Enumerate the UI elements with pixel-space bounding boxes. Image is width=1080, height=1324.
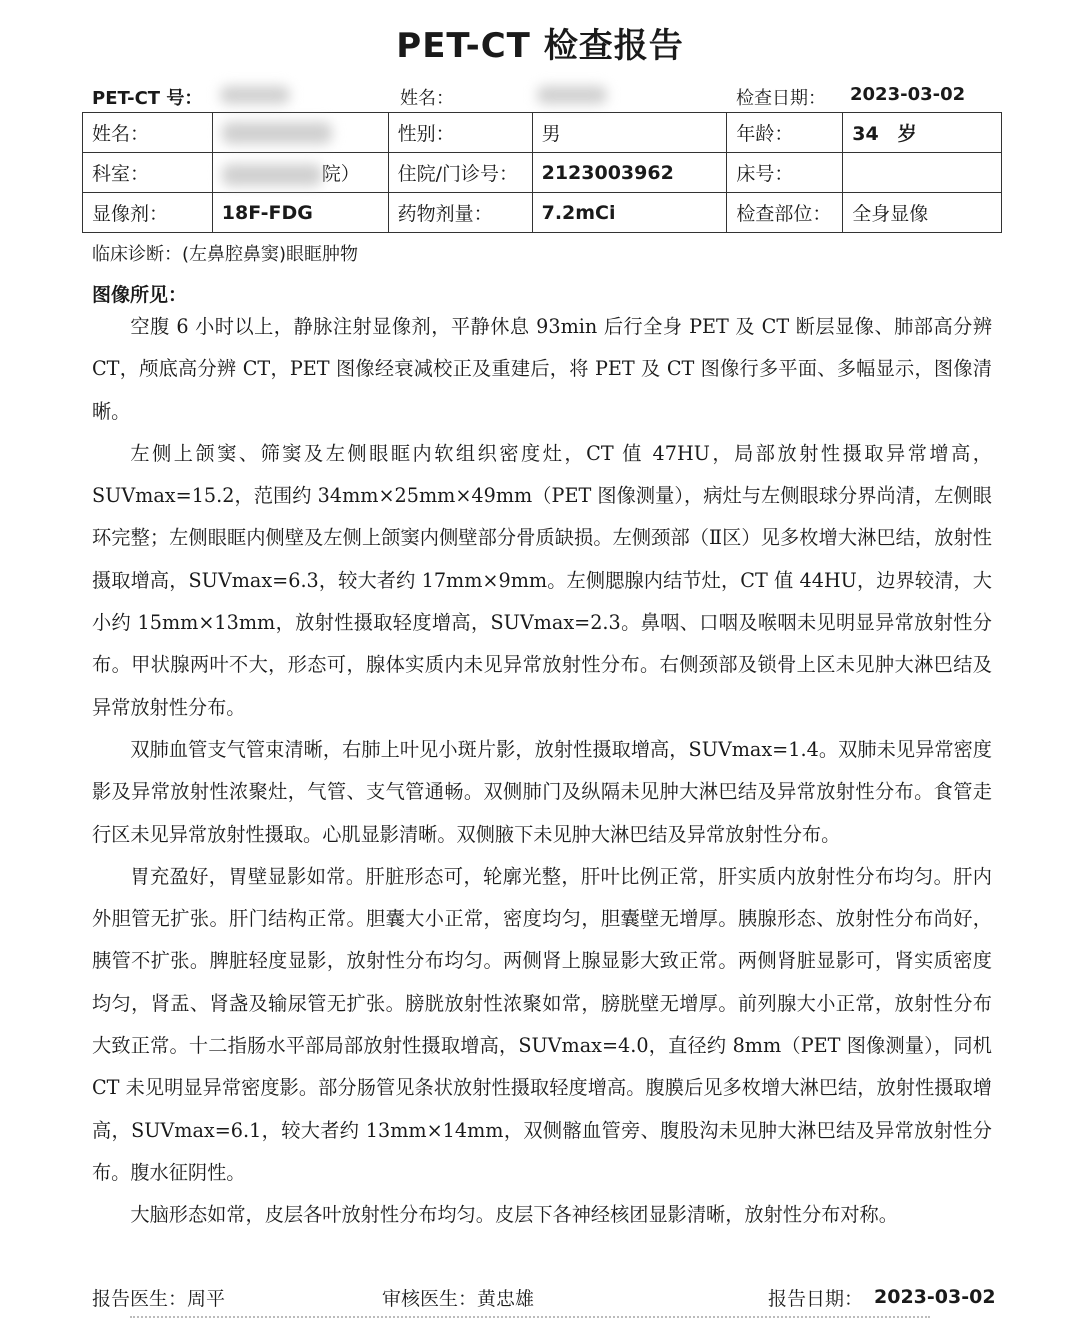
dept-value-tail: 院） xyxy=(321,163,360,185)
findings-paragraph: 胃充盈好，胃壁显影如常。肝脏形态可，轮廓光整，肝叶比例正常，肝实质内放射性分布均匀。肝内外胆管无扩张。肝门结构正常。胆囊大小正常，密度均匀，胆囊壁无增厚。胰腺形态、放射性分布尚好，胰管不扩张。脾脏轻度显影，放射性分布均匀。两侧肾上腺显影大致正常。两侧肾脏显影可，肾实质密度均匀，肾盂、肾盏及输尿管无扩张。膀胱放射性浓聚如常，膀胱壁无增厚。前列腺大小正常，放射性分布大致正常。十二指肠水平部局部放射性摄取增高，SUVmax=4.0，直径约 8mm（PET 图像测量），同机 CT 未见明显异常密度影。部分肠管见条状放射性摄取轻度增高。腹膜后见多枚增大淋巴结，放射性摄取增高，SUVmax=6.1，较大者约 13mm×14mm，双侧髂血管旁、腹股沟未见肿大淋巴结及异常放射性分布。腹水征阴性。 xyxy=(92,864,992,1184)
findings-body xyxy=(92,306,992,1237)
dose-value: 7.2mCi xyxy=(532,193,727,233)
dose-label: 药物剂量： xyxy=(388,193,532,233)
findings-title: 图像所见： xyxy=(92,284,188,306)
agent-label: 显像剂： xyxy=(83,193,213,233)
age-label: 年龄： xyxy=(727,113,843,153)
agent-value: 18F-FDG xyxy=(212,193,388,233)
clinical-diagnosis: 临床诊断：(左鼻腔鼻窦)眼眶肿物 xyxy=(92,244,359,265)
report-footer xyxy=(92,1284,996,1314)
visit-no-value: 2123003962 xyxy=(532,153,727,193)
sex-value: 男 xyxy=(532,113,727,153)
name-label: 姓名： xyxy=(83,113,213,153)
dept-value xyxy=(212,153,388,193)
sex-label: 性别： xyxy=(388,113,532,153)
pet-no-label: PET-CT 号： xyxy=(92,88,203,109)
bed-value xyxy=(843,153,1002,193)
report-date-label: 报告日期： xyxy=(768,1288,864,1310)
name-value-redacted xyxy=(212,113,388,153)
patient-info-table xyxy=(82,112,1002,233)
table-row xyxy=(83,153,1002,193)
findings-paragraph: 空腹 6 小时以上，静脉注射显像剂，平静休息 93min 后行全身 PET 及 CT 断层显像、肺部高分辨 CT，颅底高分辨 CT，PET 图像经衰减校正及重建后，将 PET 及 CT 图像行多平面、多幅显示，图像清晰。 xyxy=(92,315,993,423)
findings-paragraph: 大脑形态如常，皮层各叶放射性分布均匀。皮层下各神经核团显影清晰，放射性分布对称。 xyxy=(130,1203,898,1227)
review-doctor: 审核医生：黄忠雄 xyxy=(382,1288,535,1310)
visit-no-label: 住院/门诊号： xyxy=(388,153,532,193)
table-row xyxy=(83,193,1002,233)
report-doctor: 报告医生：周平 xyxy=(92,1288,226,1310)
findings-paragraph: 双肺血管支气管束清晰，右肺上叶见小斑片影，放射性摄取增高，SUVmax=1.4。双肺未见异常密度影及异常放射性浓聚灶，气管、支气管通畅。双侧肺门及纵隔未见肿大淋巴结及异常放射性分布。食管走行区未见异常放射性摄取。心肌显影清晰。双侧腋下未见肿大淋巴结及异常放射性分布。 xyxy=(92,737,992,846)
exam-date: 2023-03-02 xyxy=(850,84,966,105)
dept-label: 科室： xyxy=(83,153,213,193)
report-header xyxy=(82,84,1002,112)
table-row xyxy=(83,113,1002,153)
exam-date-label: 检查日期： xyxy=(736,88,826,109)
site-label: 检查部位： xyxy=(727,193,843,233)
age-value: 34 岁 xyxy=(843,113,1002,153)
bed-label: 床号： xyxy=(727,153,843,193)
site-value: 全身显像 xyxy=(843,193,1002,233)
header-name-label: 姓名： xyxy=(400,88,454,109)
report-date: 2023-03-02 xyxy=(874,1286,996,1308)
findings-paragraph: 左侧上颌窦、筛窦及左侧眼眶内软组织密度灶，CT 值 47HU，局部放射性摄取异常增高，SUVmax=15.2，范围约 34mm×25mm×49mm（PET 图像测量），病灶与左侧眼球分界尚清，左侧眼环完整；左侧眼眶内侧壁及左侧上颌窦内侧壁部分骨质缺损。左侧颈部（Ⅱ区）见多枚增大淋巴结，放射性摄取增高，SUVmax=6.3，较大者约 17mm×9mm。左侧腮腺内结节灶，CT 值 44HU，边界较清，大小约 15mm×13mm，放射性摄取轻度增高，SUVmax=2.3。鼻咽、口咽及喉咽未见明显异常放射性分布。甲状腺两叶不大，形态可，腺体实质内未见异常放射性分布。右侧颈部及锁骨上区未见肿大淋巴结及异常放射性分布。 xyxy=(92,441,992,719)
report-title: PET-CT 检查报告 xyxy=(396,26,684,66)
